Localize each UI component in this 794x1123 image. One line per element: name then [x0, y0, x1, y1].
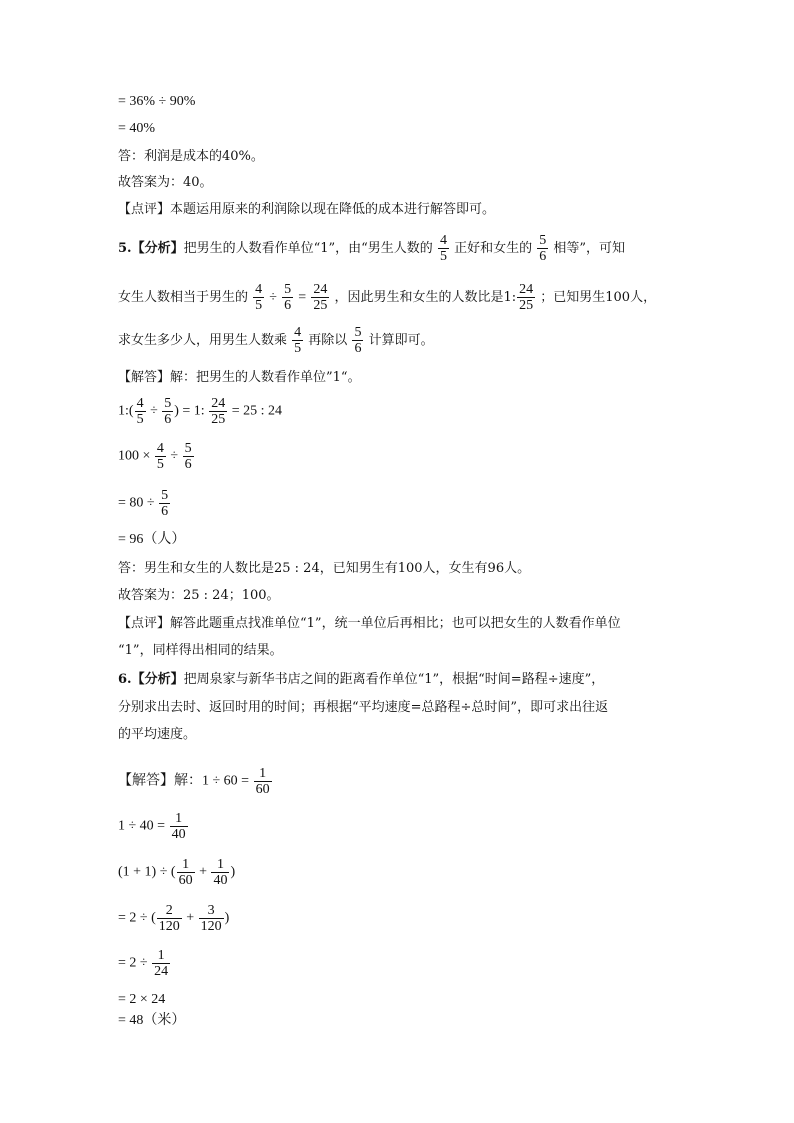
text: 求女生多少人，用男生人数乘 — [118, 333, 288, 348]
numerator: 24 — [313, 282, 328, 297]
text: 再除以 — [308, 333, 348, 348]
fraction — [183, 441, 194, 472]
numerator: 1 — [177, 857, 195, 873]
expr: ) = 1: — [174, 403, 205, 419]
numerator: 1 — [254, 766, 272, 782]
q5-analysis-line-1 — [118, 233, 625, 264]
fraction — [177, 857, 195, 888]
q6-analysis-line-3: 的平均速度。 — [118, 727, 197, 742]
fraction — [209, 396, 227, 427]
calc-line: = 36% ÷ 90% — [118, 94, 196, 109]
fraction — [135, 396, 146, 427]
denominator: 5 — [439, 249, 447, 264]
numerator: 2 — [157, 903, 182, 919]
fraction — [282, 282, 293, 313]
denominator: 40 — [171, 827, 186, 842]
operator: ÷ — [150, 403, 158, 419]
text: 把男生的人数看作单位“1”，由“男生人数的 — [183, 241, 433, 256]
comment-text: “1”，同样得出相同的结果。 — [118, 643, 283, 658]
text: ；已知男生100人， — [540, 290, 657, 305]
analysis-heading: 【分析】 — [131, 241, 184, 256]
denominator: 25 — [519, 298, 534, 313]
expr: = 2 ÷ — [118, 955, 148, 971]
denominator: 5 — [255, 298, 263, 313]
denominator: 24 — [154, 964, 169, 979]
fraction — [311, 282, 329, 313]
numerator: 4 — [255, 282, 263, 297]
expr: (1 + 1) ÷ ( — [118, 864, 176, 880]
fraction — [537, 233, 548, 264]
solution-intro: 【解答】解：把男生的人数看作单位”1“。 — [118, 370, 361, 385]
text: 计算即可。 — [368, 333, 434, 348]
expr: = 80 ÷ — [118, 495, 155, 511]
fraction — [155, 441, 166, 472]
calc-line — [118, 811, 189, 842]
numerator: 5 — [164, 396, 172, 411]
expr: 【解答】解：1 ÷ 60 = — [118, 773, 250, 789]
numerator: 5 — [284, 282, 292, 297]
text: 相等”，可知 — [553, 241, 626, 256]
fraction — [162, 396, 173, 427]
operator: ÷ — [269, 290, 277, 305]
fraction — [254, 766, 272, 797]
operator: + — [186, 910, 195, 926]
fraction — [199, 903, 224, 934]
final-answer: 故答案为：40。 — [118, 175, 213, 190]
operator: ÷ — [170, 448, 179, 464]
calc-line: = 40% — [118, 121, 156, 136]
numerator: 4 — [294, 325, 302, 340]
calc-line — [118, 903, 229, 934]
text: 把周泉家与新华书店之间的距离看作单位“1”，根据“时间=路程÷速度”， — [183, 672, 605, 687]
denominator: 6 — [284, 298, 292, 313]
denominator: 6 — [164, 412, 172, 427]
fraction — [152, 948, 170, 979]
fraction — [170, 811, 188, 842]
calc-line — [118, 396, 282, 427]
denominator: 6 — [539, 249, 547, 264]
denominator: 60 — [178, 873, 193, 888]
fraction — [157, 903, 182, 934]
numerator: 24 — [211, 396, 226, 411]
denominator: 60 — [255, 782, 270, 797]
numerator: 1 — [152, 948, 170, 964]
denominator: 25 — [313, 298, 328, 313]
operator: + — [199, 864, 207, 880]
numerator: 5 — [539, 233, 547, 248]
fraction — [253, 282, 264, 313]
calc-line — [118, 766, 273, 797]
numerator: 5 — [184, 441, 192, 456]
fraction — [211, 857, 229, 888]
calc-line — [118, 441, 195, 472]
expr: = 2 ÷ ( — [118, 910, 156, 926]
question-number: 5. — [118, 241, 132, 256]
numerator: 4 — [136, 396, 144, 411]
final-answer: 故答案为：25 : 24；100。 — [118, 588, 280, 603]
text: 正好和女生的 — [454, 241, 533, 256]
calc-line: = 48（米） — [118, 1013, 186, 1028]
numerator: 3 — [199, 903, 224, 919]
answer-text: 答：男生和女生的人数比是25 : 24，已知男生有100人，女生有96人。 — [118, 561, 531, 576]
expr: 1:( — [118, 403, 134, 419]
q5-analysis-line-3 — [118, 325, 434, 356]
text: ，因此男生和女生的人数比是1: — [334, 290, 517, 305]
numerator: 4 — [439, 233, 447, 248]
numerator: 24 — [519, 282, 534, 297]
calc-line — [118, 948, 171, 979]
numerator: 1 — [170, 811, 188, 827]
denominator: 6 — [161, 504, 169, 519]
numerator: 5 — [161, 488, 169, 503]
q6-analysis-line-2: 分别求出去时、返回时用的时间；再根据“平均速度=总路程÷总时间”，即可求出往返 — [118, 700, 609, 715]
fraction — [517, 282, 535, 313]
fraction — [292, 325, 303, 356]
calc-line — [118, 488, 171, 519]
question-number: 6. — [118, 672, 132, 687]
numerator: 5 — [354, 325, 362, 340]
denominator: 5 — [294, 341, 302, 356]
comment-text: 【点评】本题运用原来的利润除以现在降低的成本进行解答即可。 — [118, 202, 496, 217]
denominator: 5 — [156, 457, 164, 472]
analysis-heading: 【分析】 — [131, 672, 184, 687]
denominator: 6 — [184, 457, 192, 472]
expr: 1 ÷ 40 = — [118, 818, 166, 834]
answer-text: 答：利润是成本的40%。 — [118, 149, 264, 164]
denominator: 25 — [211, 412, 226, 427]
numerator: 1 — [211, 857, 229, 873]
text: 女生人数相当于男生的 — [118, 290, 249, 305]
expr: ) — [224, 910, 230, 926]
calc-line: = 96（人） — [118, 532, 186, 547]
denominator: 40 — [213, 873, 228, 888]
fraction — [438, 233, 449, 264]
q6-analysis-line-1 — [118, 671, 604, 689]
denominator: 6 — [354, 341, 362, 356]
denominator: 120 — [158, 919, 180, 934]
q5-analysis-line-2 — [118, 282, 656, 313]
expr: 100 × — [118, 448, 151, 464]
calc-line: = 2 × 24 — [118, 992, 166, 1007]
denominator: 120 — [200, 919, 222, 934]
operator: = — [298, 290, 307, 305]
expr: = 25 : 24 — [231, 403, 282, 419]
comment-text: 【点评】解答此题重点找准单位“1”，统一单位后再相比；也可以把女生的人数看作单位 — [118, 616, 621, 631]
expr: ) — [230, 864, 236, 880]
fraction — [352, 325, 363, 356]
numerator: 4 — [156, 441, 164, 456]
denominator: 5 — [136, 412, 144, 427]
calc-line — [118, 857, 235, 888]
fraction — [159, 488, 170, 519]
